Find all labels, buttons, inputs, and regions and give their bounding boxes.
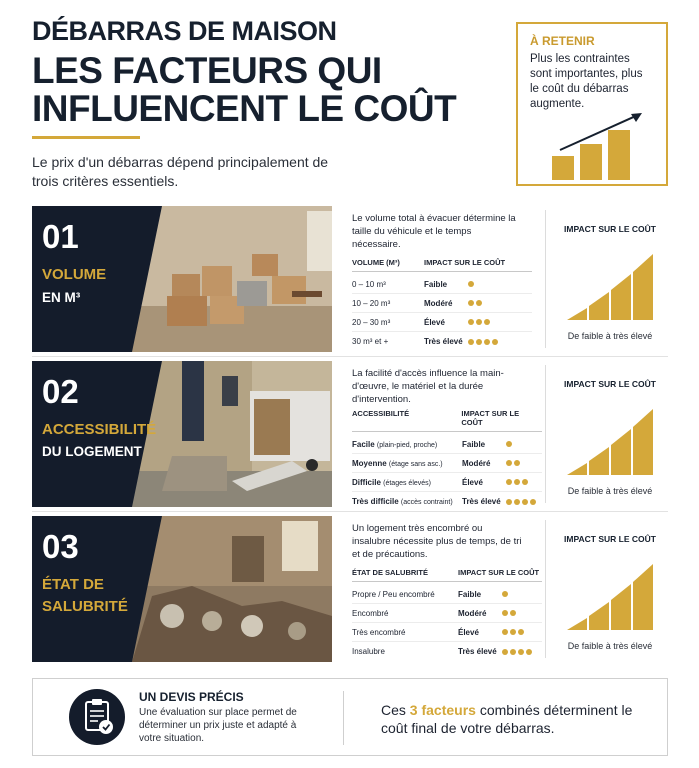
row-label-extra: (accès contraint) — [400, 499, 453, 506]
impact-dot — [506, 499, 512, 505]
table-header — [352, 568, 542, 582]
row-label-extra: (plain-pied, proche) — [376, 441, 438, 449]
impact-dots — [502, 629, 524, 635]
row-label: Encombré — [352, 608, 389, 618]
impact-dot — [506, 479, 512, 485]
factor-label-main: VOLUME — [42, 266, 107, 283]
row-label-wrap — [352, 440, 462, 449]
factor-label-sub: DU LOGEMENT — [42, 444, 142, 459]
table-header-col1: ACCESSIBILITÉ — [352, 409, 410, 418]
table-header — [352, 409, 542, 432]
table-header-col1: ÉTAT DE SALUBRITÉ — [352, 568, 428, 577]
table-header-col2: IMPACT SUR LE COÛT — [458, 568, 540, 577]
row-impact: Élevé — [462, 477, 483, 487]
impact-dot — [522, 499, 528, 505]
row-label-wrap — [352, 459, 462, 468]
impact-dots — [506, 479, 528, 485]
impact-dot — [476, 339, 482, 345]
factor-row-volume — [32, 206, 668, 352]
factor-number: 01 — [42, 218, 79, 255]
table-row — [352, 473, 542, 492]
row-label: 30 m³ et + — [352, 337, 389, 346]
row-label: 10 – 20 m³ — [352, 298, 391, 308]
impact-stairs-icon — [567, 405, 653, 477]
table-row — [352, 623, 542, 642]
impact-dot — [468, 339, 474, 345]
impact-dot — [514, 460, 520, 466]
impact-dots — [502, 591, 508, 597]
impact-dot — [502, 629, 508, 635]
row-label-wrap — [352, 497, 462, 506]
impact-dot — [492, 339, 498, 345]
clipboard-check-icon — [69, 689, 125, 745]
impact-dots — [506, 441, 512, 447]
row-impact: Faible — [424, 279, 448, 289]
retain-bar-2 — [580, 144, 602, 180]
conclusion-highlight: 3 facteurs — [409, 702, 476, 718]
title-line-3: INFLUENCENT LE COÛT — [32, 88, 457, 129]
row-label: Facile — [352, 439, 375, 449]
row-impact: Très élevé — [424, 337, 463, 346]
impact-title: IMPACT SUR LE COÛT — [564, 534, 656, 544]
conclusion-part-2: combinés déterminent le coût final de votre débarras. — [381, 702, 633, 736]
row-label: 0 – 10 m³ — [352, 279, 386, 289]
impact-dots — [502, 610, 516, 616]
row-impact: Élevé — [458, 627, 479, 637]
row-divider — [32, 356, 668, 357]
impact-dot — [484, 339, 490, 345]
column-divider — [545, 210, 546, 348]
table-row — [352, 332, 532, 351]
retain-title: À RETENIR — [530, 34, 595, 48]
impact-dot — [502, 649, 508, 655]
row-impact: Modéré — [458, 608, 487, 618]
intro-text: Le prix d'un débarras dépend principalement de trois critères essentiels. — [32, 154, 329, 189]
table-header — [352, 258, 532, 272]
impact-dot — [476, 300, 482, 306]
impact-title: IMPACT SUR LE COÛT — [564, 224, 656, 234]
factor-table — [352, 568, 542, 661]
impact-dot — [510, 649, 516, 655]
factor-label-sub: EN M³ — [42, 290, 81, 305]
row-impact: Modéré — [424, 298, 453, 308]
impact-stairs-icon — [567, 250, 653, 322]
impact-dots — [468, 281, 474, 287]
table-row — [352, 604, 542, 623]
factor-label-main: ACCESSIBILITÉ — [42, 421, 157, 438]
table-row — [352, 585, 542, 604]
title-line-1: DÉBARRAS DE MAISON — [32, 16, 337, 46]
row-label-extra: (étage sans asc.) — [388, 460, 443, 468]
table-header-col2: IMPACT SUR LE COÛT — [424, 258, 506, 267]
factor-label-main-2: SALUBRITÉ — [42, 598, 128, 615]
impact-dot — [518, 629, 524, 635]
footer-box — [32, 678, 668, 756]
table-header-col1: VOLUME (M³) — [352, 258, 400, 267]
row-label: Moyenne — [352, 458, 387, 468]
factor-description: Un logement très encombré ou insalubre nécessite plus de temps, de tri et de précautions. — [352, 523, 522, 560]
factor-table — [352, 258, 532, 351]
factor-panel — [32, 206, 332, 352]
impact-stairs-icon — [567, 560, 653, 632]
impact-title: IMPACT SUR LE COÛT — [564, 379, 656, 389]
impact-dot — [518, 649, 524, 655]
impact-dots — [468, 319, 490, 325]
table-header-col2: IMPACT SUR LE COÛT — [461, 409, 520, 427]
factor-panel — [32, 516, 332, 662]
factor-label-main: ÉTAT DE — [42, 576, 104, 593]
impact-dot — [526, 649, 532, 655]
impact-dot — [468, 281, 474, 287]
impact-dot — [514, 499, 520, 505]
retain-text: Plus les contraintes sont importantes, plus le coût du débarras augmente. — [530, 53, 643, 110]
table-row — [352, 454, 542, 473]
row-label: Propre / Peu encombré — [352, 589, 435, 599]
factor-description: La facilité d'accès influence la main-d'œuvre, le matériel et la durée d'intervention. — [352, 368, 504, 405]
impact-dots — [506, 499, 536, 505]
row-impact: Élevé — [424, 317, 445, 327]
impact-caption: De faible à très élevé — [567, 641, 653, 651]
impact-dot — [468, 319, 474, 325]
impact-dot — [502, 591, 508, 597]
row-label-wrap — [352, 478, 462, 487]
row-label: 20 – 30 m³ — [352, 317, 391, 327]
factor-row-salubrity — [32, 516, 668, 662]
impact-dots — [468, 339, 498, 345]
footer-title: UN DEVIS PRÉCIS — [139, 690, 244, 704]
impact-dots — [468, 300, 482, 306]
table-row — [352, 313, 532, 332]
conclusion-part-1: Ces — [381, 702, 410, 718]
table-row — [352, 642, 542, 661]
row-label: Insalubre — [352, 647, 385, 656]
factor-description: Le volume total à évacuer détermine la taille du véhicule et le temps nécessaire. — [352, 213, 516, 250]
impact-dot — [514, 479, 520, 485]
column-divider — [545, 365, 546, 503]
row-impact: Très élevé — [462, 497, 501, 506]
row-label-extra: (étages élevés) — [383, 479, 431, 487]
impact-dot — [476, 319, 482, 325]
rising-bars-icon — [530, 112, 658, 182]
impact-dots — [502, 649, 532, 655]
factor-number: 03 — [42, 528, 79, 565]
factor-panel — [32, 361, 332, 507]
impact-dot — [468, 300, 474, 306]
column-divider — [545, 520, 546, 658]
retain-bar-3 — [608, 130, 630, 180]
footer-text: Une évaluation sur place permet de déterminer un prix juste et adapté à votre situation. — [139, 707, 297, 744]
row-impact: Faible — [462, 439, 486, 449]
impact-dots — [506, 460, 520, 466]
factor-row-accessibility — [32, 361, 668, 507]
impact-caption: De faible à très élevé — [567, 331, 653, 341]
impact-caption: De faible à très élevé — [567, 486, 653, 496]
row-impact: Modéré — [462, 458, 491, 468]
footer-conclusion — [381, 701, 651, 737]
table-row — [352, 294, 532, 313]
row-impact: Faible — [458, 589, 482, 599]
impact-dot — [506, 460, 512, 466]
retain-bar-1 — [552, 156, 574, 180]
impact-dot — [502, 610, 508, 616]
impact-dot — [510, 629, 516, 635]
table-row — [352, 492, 542, 511]
factor-table — [352, 409, 542, 511]
title-line-2: LES FACTEURS QUI — [32, 50, 382, 91]
factor-number: 02 — [42, 373, 79, 410]
row-divider — [32, 511, 668, 512]
table-row — [352, 435, 542, 454]
footer-divider — [343, 691, 344, 745]
row-label: Très difficile — [352, 497, 399, 506]
row-label: Très encombré — [352, 627, 406, 637]
row-label: Difficile — [352, 477, 381, 487]
row-impact: Très élevé — [458, 647, 497, 656]
impact-dot — [506, 441, 512, 447]
impact-dot — [522, 479, 528, 485]
title-underline — [32, 136, 140, 139]
impact-dot — [530, 499, 536, 505]
retain-box — [516, 22, 668, 186]
impact-dot — [484, 319, 490, 325]
impact-dot — [510, 610, 516, 616]
table-row — [352, 275, 532, 294]
